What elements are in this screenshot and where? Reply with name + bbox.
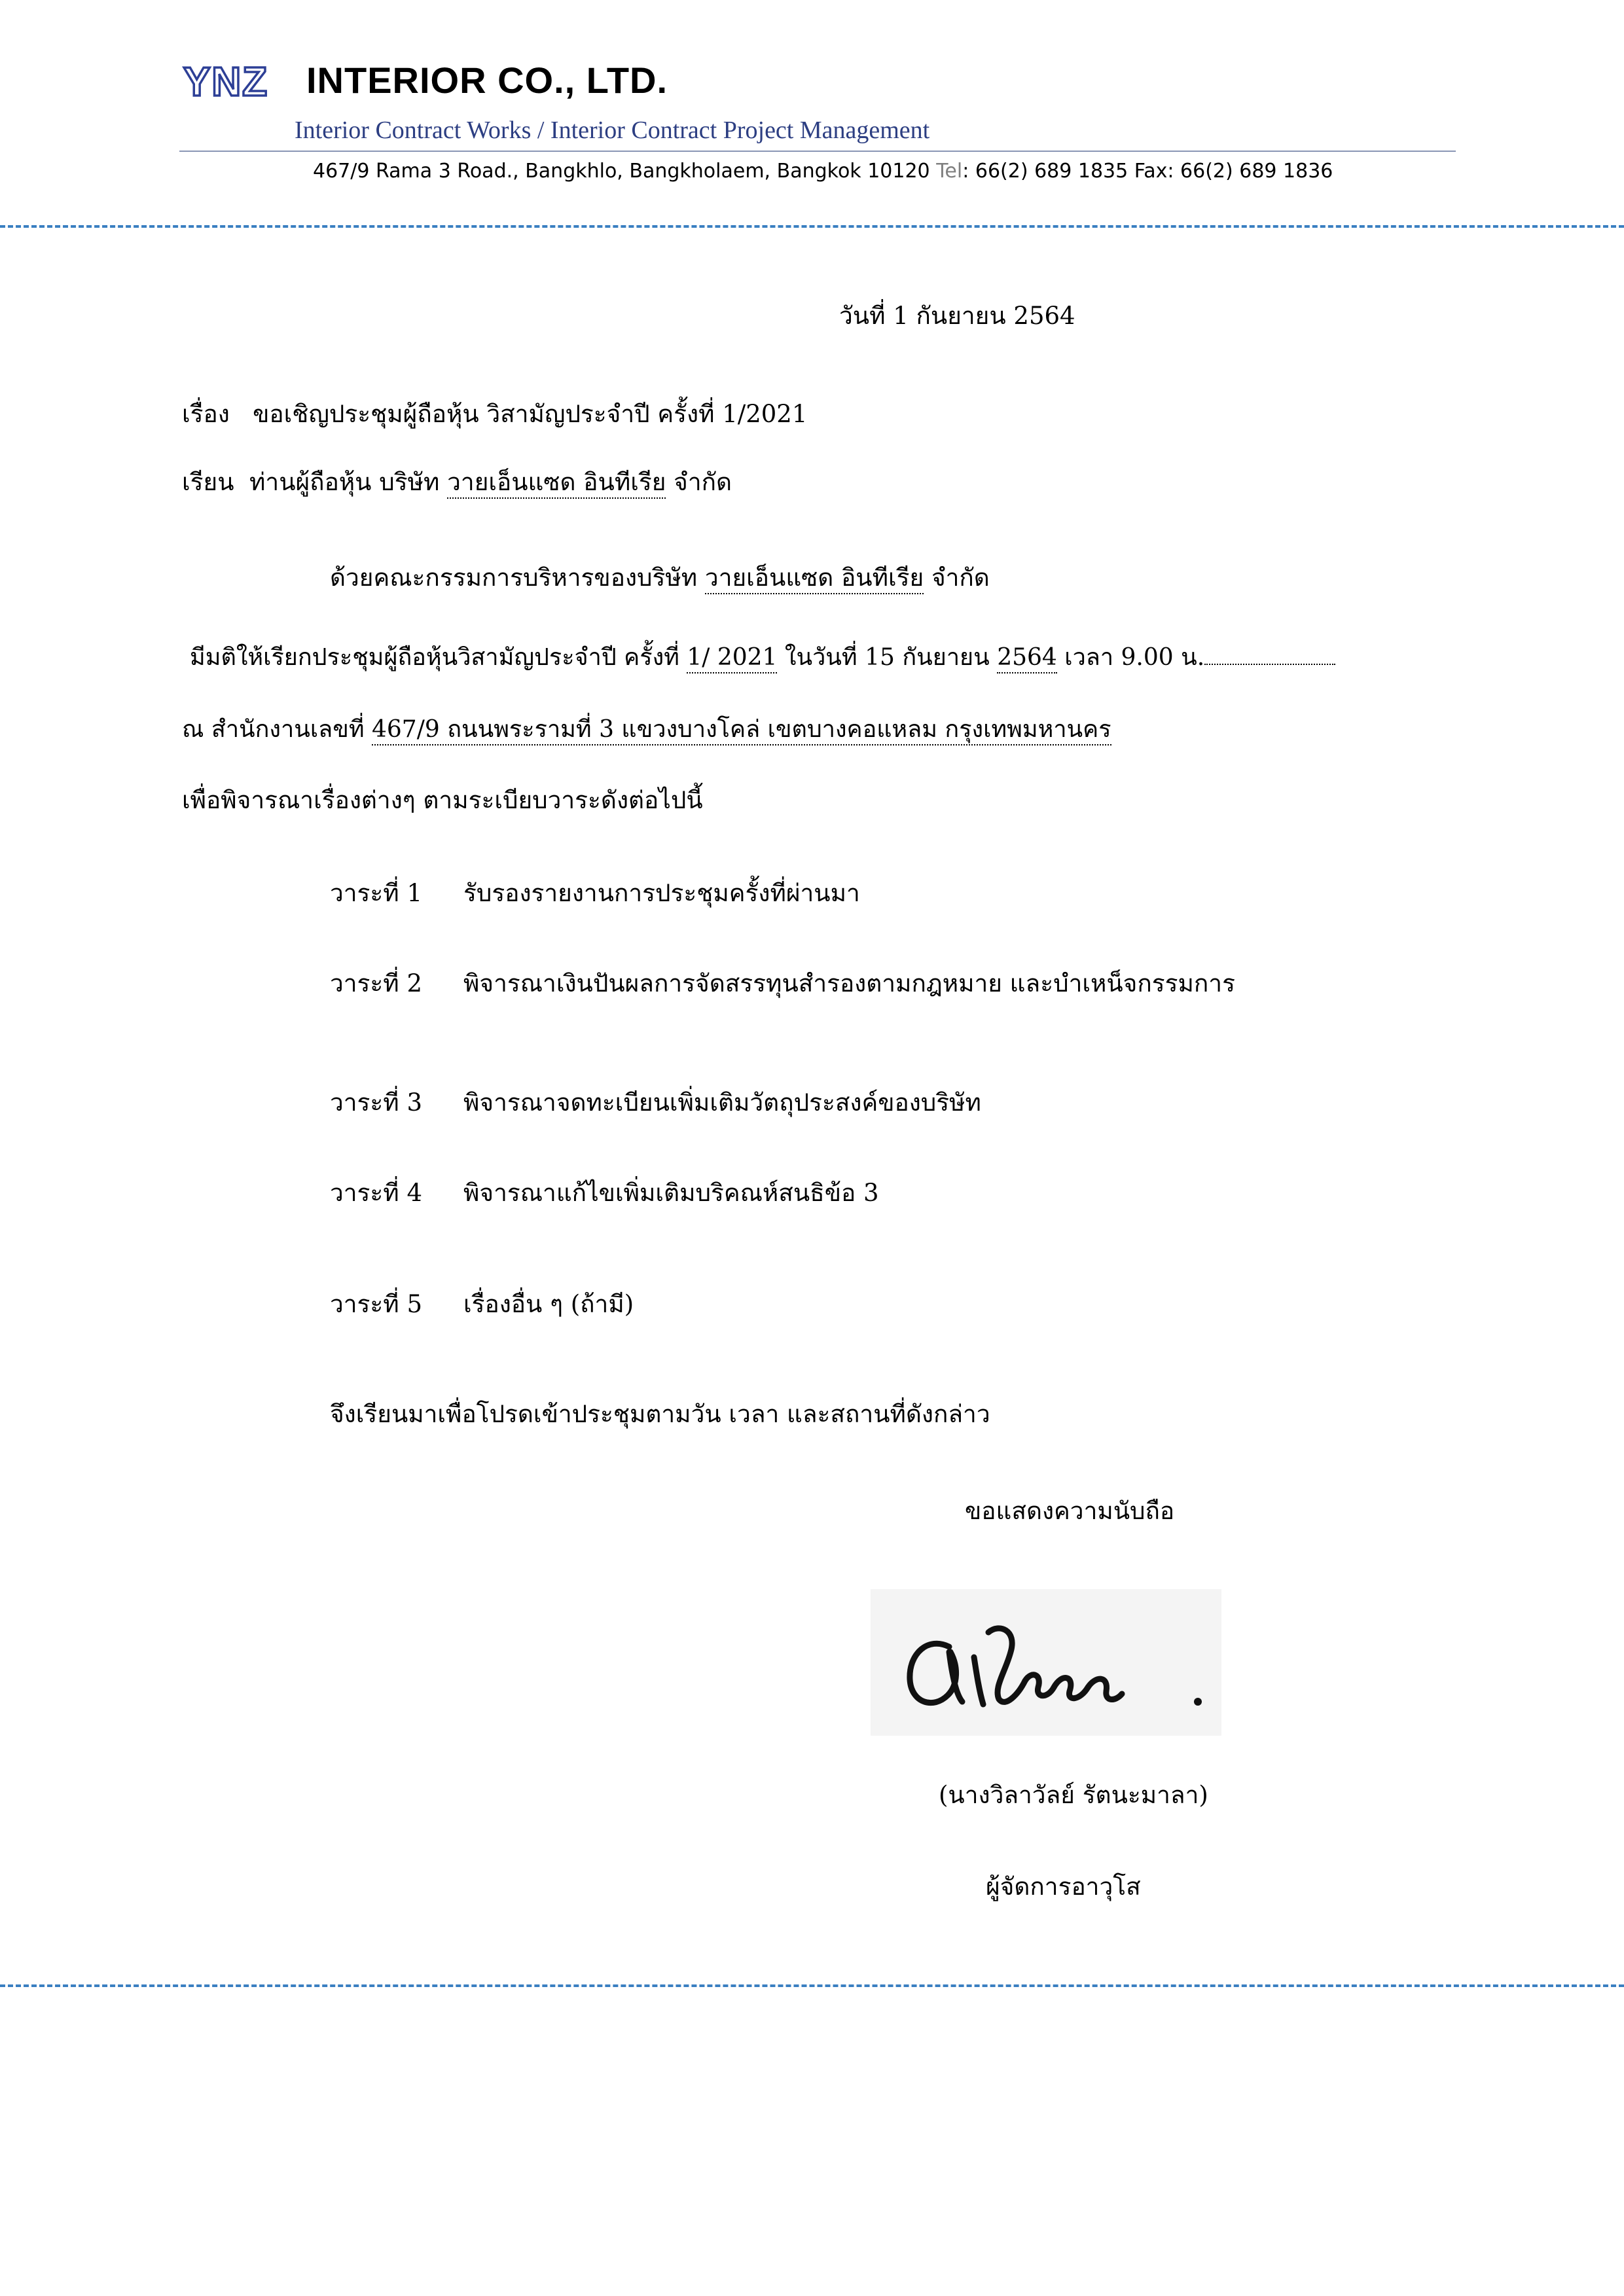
agenda-no: วาระที่ 5: [330, 1290, 422, 1318]
para2-b: ในวันที่ 15 กันยายน: [784, 644, 990, 671]
paragraph-1: [330, 562, 990, 594]
paragraph-4: เพื่อพิจารณาเรื่องต่างๆ ตามระเบียบวาระดังต่อไปนี้: [182, 786, 703, 814]
company-tagline: Interior Contract Works / Interior Contract Project Management: [295, 117, 930, 144]
logo-text: YNZ: [183, 60, 268, 101]
handwritten-signature: [871, 1589, 1221, 1736]
letter-date: วันที่ 1 กันยายน 2564: [839, 302, 1075, 330]
company-logo: [182, 60, 292, 101]
company-address-line: [313, 158, 1333, 185]
agenda-no: วาระที่ 3: [330, 1088, 422, 1117]
top-dashed-divider: [0, 225, 1624, 228]
to-prefix: ท่านผู้ถือหุ้น บริษัท: [249, 468, 440, 496]
para1-company: วายเอ็นแซด อินทีเรีย: [705, 564, 924, 594]
subject-line: [182, 398, 807, 431]
company-name: INTERIOR CO., LTD.: [306, 60, 668, 101]
meeting-place: 467/9 ถนนพระรามที่ 3 แขวงบางโคล่ เขตบางคอแหลม กรุงเทพมหานคร: [372, 716, 1111, 745]
tel-label: Tel: [936, 160, 963, 183]
meeting-year: 2564: [997, 644, 1057, 673]
agenda-no: วาระที่ 2: [330, 969, 422, 997]
agenda-text: พิจารณาแก้ไขเพิ่มเติมบริคณห์สนธิข้อ 3: [463, 1179, 879, 1207]
recipient-line: [182, 466, 732, 499]
bottom-dashed-divider: [0, 1984, 1624, 1987]
agenda-text: รับรองรายงานการประชุมครั้งที่ผ่านมา: [463, 879, 860, 907]
agenda-text: พิจารณาเงินปันผลการจัดสรรทุนสำรองตามกฎหมาย และบำเหน็จกรรมการ: [463, 969, 1235, 997]
agenda-no: วาระที่ 4: [330, 1179, 422, 1207]
para3-a: ณ สำนักงานเลขที่: [182, 716, 365, 743]
meeting-number: 1/ 2021: [687, 644, 777, 673]
paragraph-3: [182, 713, 1111, 746]
address-text: 467/9 Rama 3 Road., Bangkhlo, Bangkholaem, Bangkok 10120: [313, 160, 930, 183]
para1-suffix: จำกัด: [931, 564, 990, 592]
contact-numbers: : 66(2) 689 1835 Fax: 66(2) 689 1836: [962, 160, 1333, 183]
to-label: เรียน: [182, 468, 234, 496]
agenda-text: พิจารณาจดทะเบียนเพิ่มเติมวัตถุประสงค์ของบริษัท: [463, 1088, 981, 1117]
header-rule: [179, 151, 1456, 152]
signer-name: (นางวิลาวัลย์ รัตนะมาลา): [939, 1781, 1208, 1809]
paragraph-2: [190, 639, 1335, 674]
to-company: วายเอ็นแซด อินทีเรีย: [447, 468, 666, 499]
regards: ขอแสดงความนับถือ: [965, 1497, 1175, 1525]
closing-line: จึงเรียนมาเพื่อโปรดเข้าประชุมตามวัน เวลา และสถานที่ดังกล่าว: [330, 1400, 990, 1428]
para1-prefix: ด้วยคณะกรรมการบริหารของบริษัท: [330, 564, 698, 592]
agenda-text: เรื่องอื่น ๆ (ถ้ามี): [463, 1290, 634, 1318]
subject-text: ขอเชิญประชุมผู้ถือหุ้น วิสามัญประจำปี ครั้งที่ 1/2021: [253, 400, 808, 428]
subject-label: เรื่อง: [182, 400, 230, 428]
dotted-fill: [1204, 639, 1335, 665]
para2-a: มีมติให้เรียกประชุมผู้ถือหุ้นวิสามัญประจำปี ครั้งที่: [190, 644, 679, 671]
signer-title: ผู้จัดการอาวุโส: [986, 1873, 1141, 1901]
agenda-no: วาระที่ 1: [330, 879, 422, 907]
para2-c: เวลา 9.00 น.: [1064, 644, 1205, 671]
to-suffix: จำกัด: [674, 468, 732, 496]
